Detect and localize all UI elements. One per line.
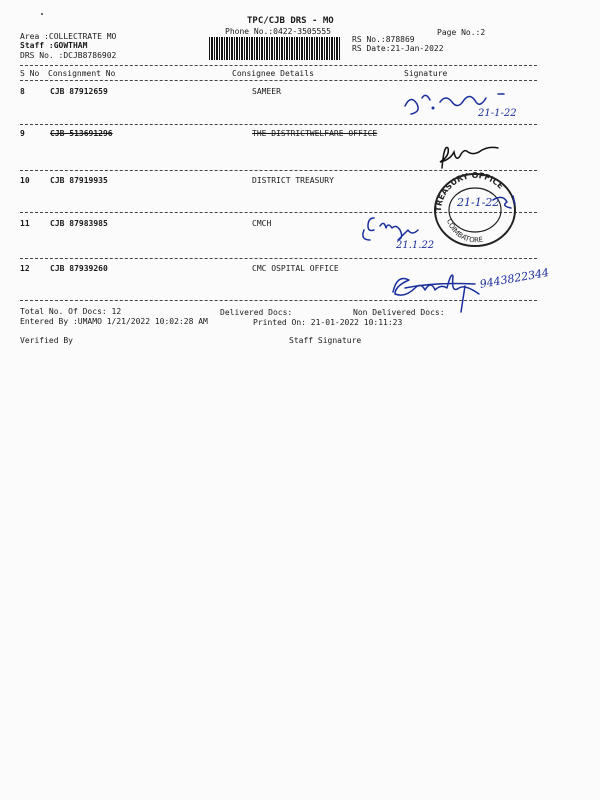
printed-on: Printed On: 21-01-2022 10:11:23 [253,318,403,327]
total-docs: Total No. Of Docs: 12 [20,307,122,316]
row8-handwritten-date: 21-1-22 [478,108,517,119]
row11-handwritten-date: 21.1.22 [396,240,435,251]
row-consignee: CMCH [252,219,272,228]
barcode [209,37,340,60]
staff-field: Staff :GOWTHAM [20,41,88,50]
stamp-text-bottom: COIMBATORE [445,217,484,245]
verified-by: Verified By [20,336,73,345]
row-divider [20,258,537,259]
non-delivered-docs: Non Delivered Docs: [353,308,445,317]
delivered-docs: Delivered Docs: [220,308,293,317]
divider [20,65,537,66]
row-sno: 11 [20,219,30,228]
row-consignee: SAMEER [252,87,281,96]
row-consignment: CJB 87919935 [50,176,108,185]
stamp-handwritten-date: 21-1-22 [457,196,500,209]
stamp-text-top: TREASURY OFFICE [433,170,506,213]
entered-by: Entered By :UMAMO 1/21/2022 10:02:28 AM [20,317,208,326]
scan-dot [41,13,43,15]
row-sno: 8 [20,87,25,96]
column-header-consignment: Consignment No [48,69,116,78]
row-consignee: CMC OSPITAL OFFICE [252,264,339,273]
signature-row12 [385,262,485,314]
document-title: TPC/CJB DRS - MO [247,16,334,26]
rs-number: RS No.:878869 [352,35,415,44]
drs-number: DRS No. :DCJB8786902 [20,51,117,60]
page-number: Page No.:2 [437,28,486,37]
area-field: Area :COLLECTRATE MO [20,32,117,41]
column-header-sno: S No [20,69,40,78]
row-consignee: THE DISTRICTWELFARE OFFICE [252,129,378,138]
row-consignment: CJB 87939260 [50,264,108,273]
rs-date: RS Date:21-Jan-2022 [352,44,444,53]
row12-handwritten-phone: 9443822344 [478,265,550,291]
staff-signature-label: Staff Signature [289,336,362,345]
ink-dot [432,107,435,110]
row-consignment: CJB 87912659 [50,87,108,96]
row-consignee: DISTRICT TREASURY [252,176,334,185]
column-header-consignee: Consignee Details [232,69,314,78]
phone-number: Phone No.:0422-3505555 [225,27,331,36]
stamp-inner-ring [449,188,501,232]
row-sno: 12 [20,264,30,273]
row-sno: 10 [20,176,30,185]
column-header-signature: Signature [404,69,448,78]
divider [20,80,537,81]
row-sno: 9 [20,129,25,138]
row-consignment: CJB 513691296 [50,129,113,138]
row-consignment: CJB 87983985 [50,219,108,228]
